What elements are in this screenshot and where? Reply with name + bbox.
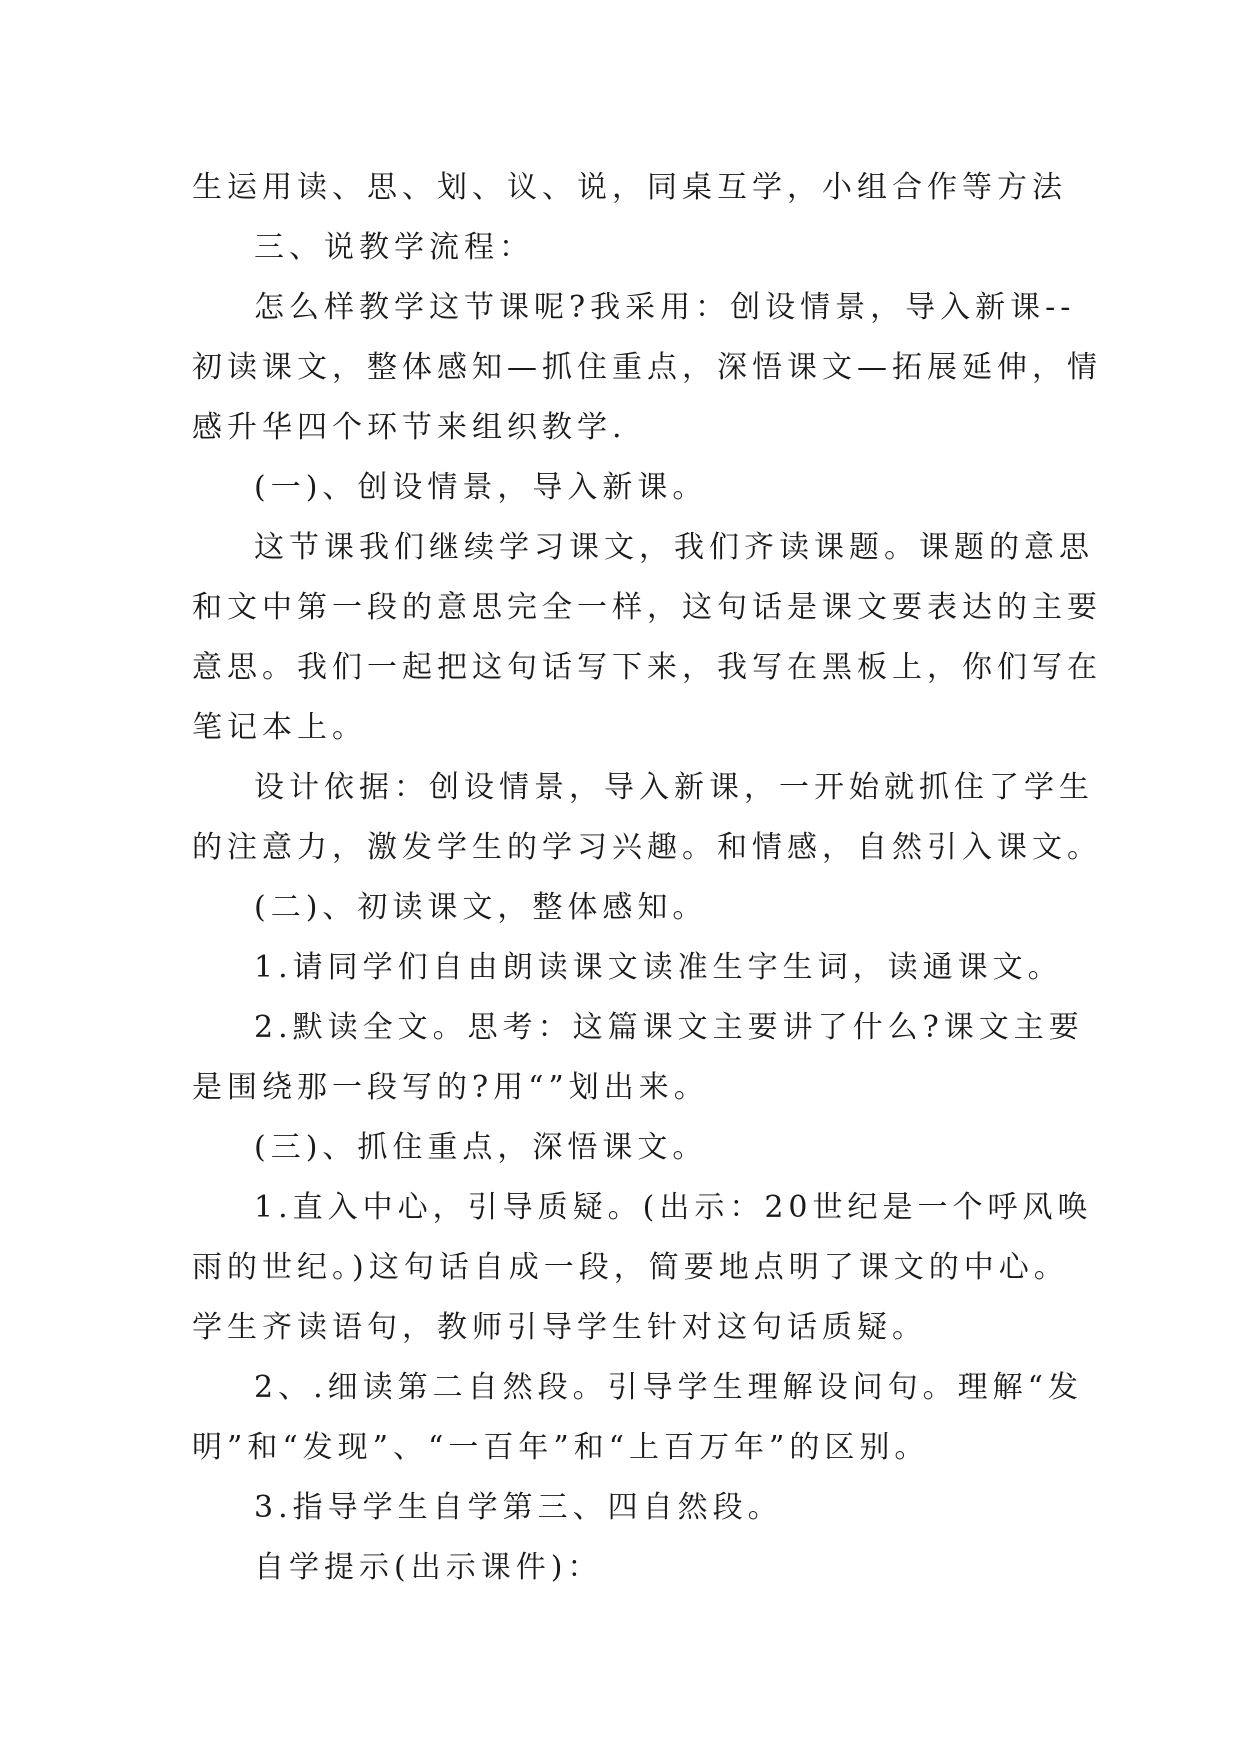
text-line: 怎么样教学这节课呢?我采用：创设情景，导入新课-- — [254, 290, 1076, 325]
list-item: 3.指导学生自学第三、四自然段。 — [254, 1490, 783, 1525]
text-line: 这节课我们继续学习课文，我们齐读课题。课题的意思 — [254, 530, 1094, 565]
list-item: 1.请同学们自由朗读课文读准生字生词，读通课文。 — [254, 950, 1063, 985]
subsection-heading: (三)、抓住重点，深悟课文。 — [254, 1130, 708, 1165]
list-item: 2.默读全文。思考：这篇课文主要讲了什么?课文主要 — [254, 1010, 1084, 1045]
text-line: 感升华四个环节来组织教学. — [192, 410, 627, 445]
text-line: 雨的世纪。)这句话自成一段，简要地点明了课文的中心。 — [192, 1250, 1069, 1285]
text-line: 自学提示(出示课件)： — [254, 1550, 603, 1585]
text-line: 笔记本上。 — [192, 710, 367, 745]
list-item: 2、.细读第二自然段。引导学生理解设问句。理解“发 — [254, 1370, 1083, 1405]
list-item: 1.直入中心，引导质疑。(出示：20世纪是一个呼风唤 — [254, 1190, 1093, 1225]
text-line: 的注意力，激发学生的学习兴趣。和情感，自然引入课文。 — [192, 830, 1102, 865]
text-line: 初读课文，整体感知—抓住重点，深悟课文—拓展延伸，情 — [192, 350, 1102, 385]
text-line: 学生齐读语句，教师引导学生针对这句话质疑。 — [192, 1310, 927, 1345]
text-line: 设计依据：创设情景，导入新课，一开始就抓住了学生 — [254, 770, 1094, 805]
document-body — [192, 158, 1102, 1598]
text-line: 生运用读、思、划、议、说，同桌互学，小组合作等方法 — [192, 170, 1067, 205]
text-line: 明”和“发现”、“一百年”和“上百万年”的区别。 — [192, 1430, 930, 1465]
text-line: 是围绕那一段写的?用“”划出来。 — [192, 1070, 709, 1105]
section-heading: 三、说教学流程： — [254, 230, 534, 265]
subsection-heading: (二)、初读课文，整体感知。 — [254, 890, 708, 925]
subsection-heading: (一)、创设情景，导入新课。 — [254, 470, 708, 505]
text-line: 意思。我们一起把这句话写下来，我写在黑板上，你们写在 — [192, 650, 1102, 685]
text-line: 和文中第一段的意思完全一样，这句话是课文要表达的主要 — [192, 590, 1102, 625]
